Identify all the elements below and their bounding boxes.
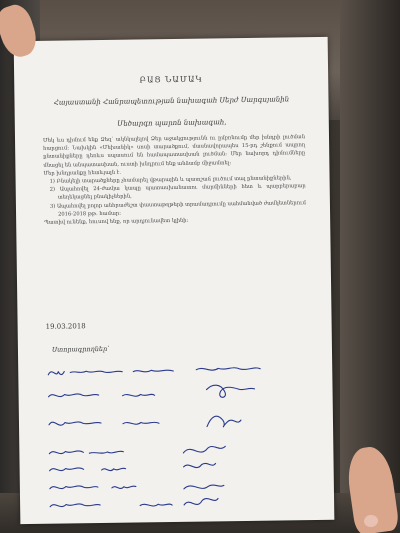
- open-letter-paper: [14, 37, 335, 524]
- signature-6: [50, 484, 224, 491]
- signatures-title: Ստորագրողներ՝: [51, 344, 110, 354]
- signature-2: [48, 385, 254, 400]
- handwritten-signatures: [18, 355, 334, 519]
- letter-date: 19.03.2018: [45, 322, 86, 331]
- letter-body: [43, 133, 306, 227]
- signatures-svg: [18, 355, 334, 519]
- body-paragraph: Պատիվ ունենք, հուսով ենք, որ արդյունավետ կլինի։: [44, 217, 189, 226]
- request-item: 3) Ապահովել բոլոր անհրաժեշտ փաստաթղթերի տրամադրումը սահմանված ժամկետներում 2016-2018 թթ. համար։: [49, 199, 306, 218]
- signature-5: [50, 463, 216, 471]
- signature-7: [50, 498, 218, 507]
- letter-heading: ԲԱՑ ՆԱՄԱԿ: [139, 74, 203, 85]
- signature-4: [49, 446, 225, 454]
- body-paragraph: Մեկ ևս դիմում ենք Ձեզ՝ ակնկալելով Ձեր աջակցությունն ու ըմբռնումը մեր խնդրի լուծման հարցում։ Նախկին «Մեխանիկ» սոսի տարածքում, մասնավորապես 15-րդ շենքում ապրող ընտանիքները դեռևս սպասում են համապատասխան լուծման։ Մեր նախորդ դիմումները մնացել են անպատասխան, ուստի խնդրում ենք անձամբ միջամտել։: [42, 134, 306, 169]
- request-item: 1) Բնակելի տարածքները չհամարել վթարային և պատշաճ լուծում տալ ընտանիքներին,: [49, 175, 292, 185]
- body-paragraph: Մեր խնդրանքը հետևյալն է.: [43, 169, 122, 177]
- signature-3: [49, 416, 241, 429]
- request-item: 2) Ապահովել 24-ժամյա կապը պատասխանատու մարմինների հետ և պարբերաբար տեղեկացնել բնակիչներին,: [49, 183, 306, 202]
- letter-greeting: Մեծարգո պարոն նախագահ,: [117, 118, 227, 128]
- letter-addressee: Հայաստանի Հանրապետության նախագահ Սերժ Սարգսյանին: [53, 95, 290, 107]
- signature-1: [48, 367, 260, 374]
